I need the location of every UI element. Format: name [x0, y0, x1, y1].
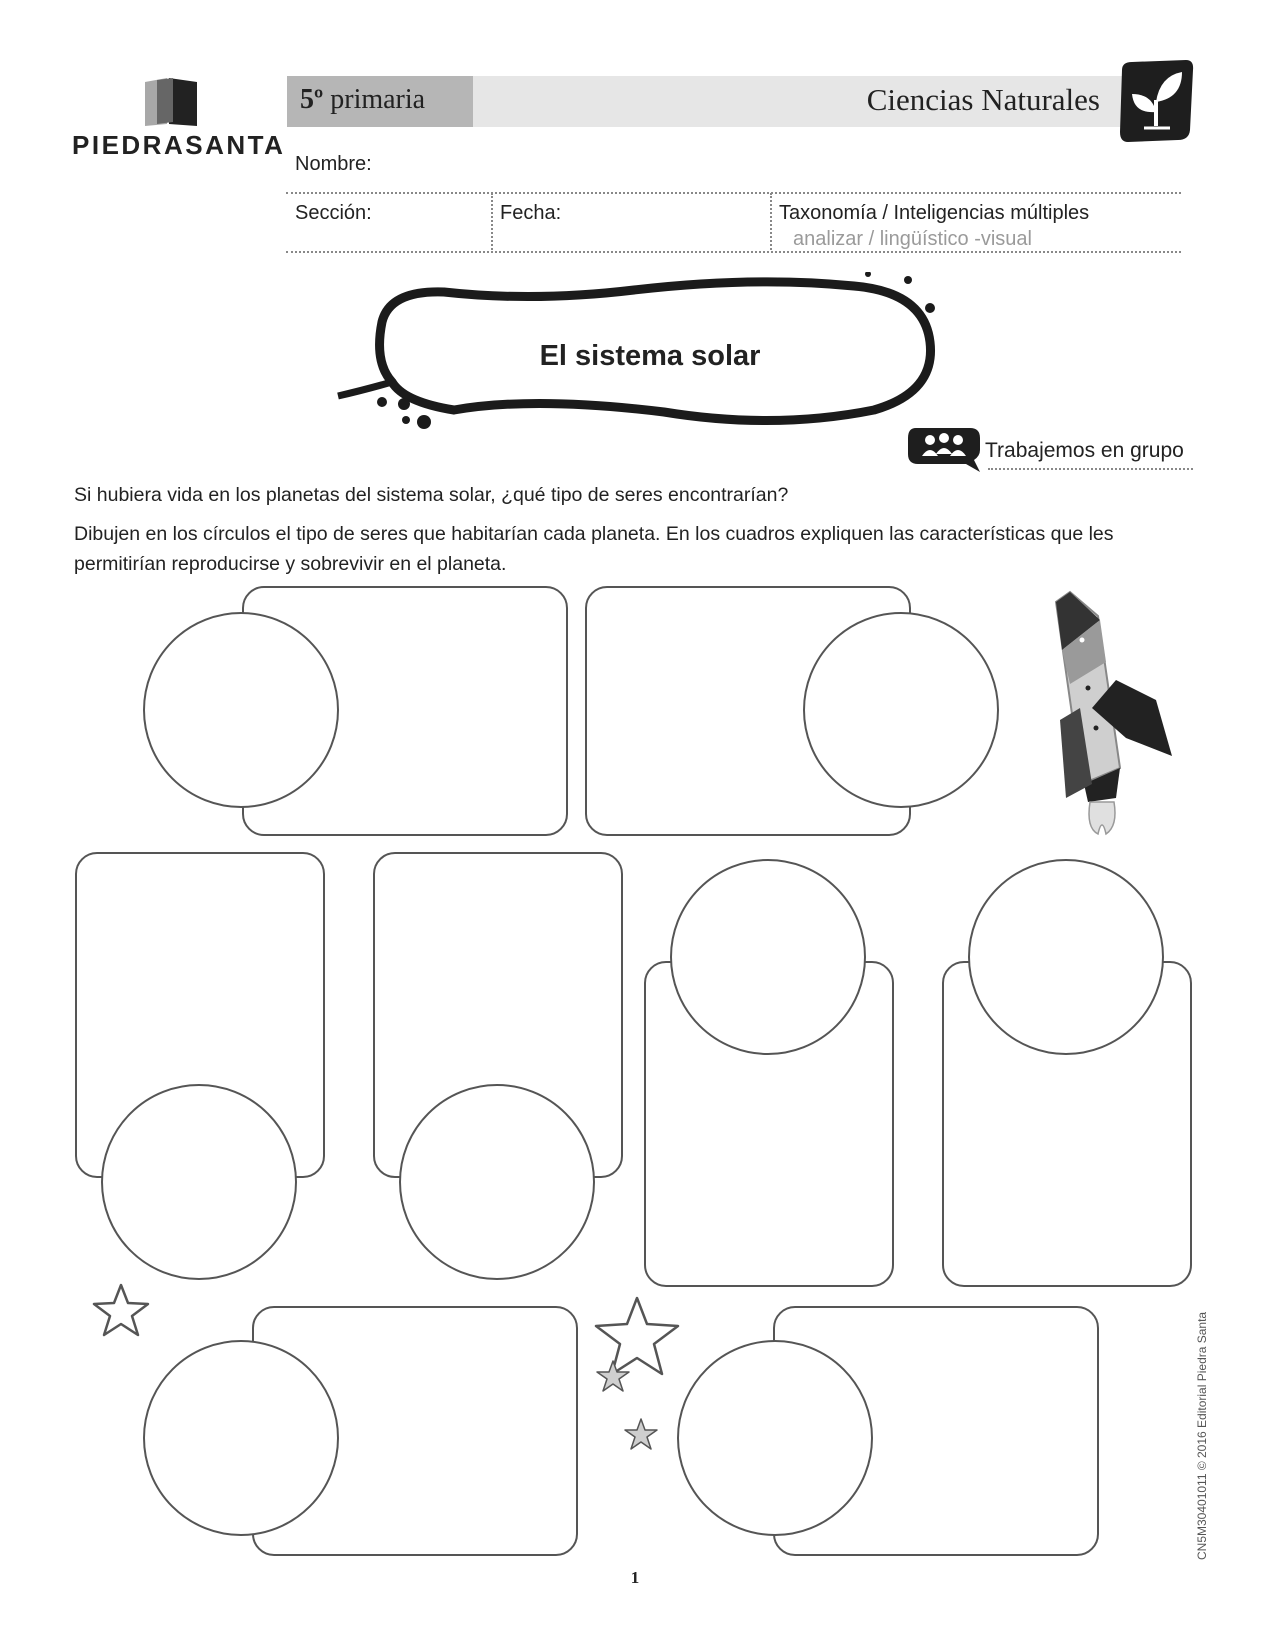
brand-logo-text: PIEDRASANTA	[72, 130, 286, 160]
grade-level: primaria	[330, 84, 426, 115]
instruction-task: Dibujen en los círculos el tipo de seres que habitarían cada planeta. En los cuadros expliquen las características que les permitirían reproducirse y sobrevivir en el planeta.	[74, 523, 1114, 575]
page-number: 1	[630, 1568, 640, 1587]
taxonomy-label: Taxonomía / Inteligencias múltiples	[779, 202, 1090, 224]
grade-number: 5º	[300, 84, 324, 115]
grade-label	[300, 84, 425, 116]
taxonomy-value: analizar / lingüístico -visual	[793, 228, 1032, 250]
activity-title: El sistema solar	[539, 340, 761, 372]
drawing-circle-3[interactable]	[101, 1084, 297, 1280]
name-field-label: Nombre:	[295, 153, 372, 175]
group-people-icon	[906, 424, 982, 472]
date-field-label: Fecha:	[500, 202, 562, 224]
drawing-circle-6[interactable]	[968, 859, 1164, 1055]
book-logo-icon	[143, 76, 199, 128]
drawing-circle-2[interactable]	[803, 612, 999, 808]
group-underline	[988, 468, 1193, 470]
star-icon	[596, 1360, 630, 1392]
star-icon	[624, 1418, 658, 1450]
section-field-label: Sección:	[295, 202, 372, 224]
drawing-circle-7[interactable]	[143, 1340, 339, 1536]
leaf-icon	[1116, 60, 1194, 142]
copyright-notice: CN5M30401011 © 2016 Editorial Piedra Santa	[1195, 1311, 1209, 1560]
drawing-circle-5[interactable]	[670, 859, 866, 1055]
group-work-label: Trabajemos en grupo	[985, 439, 1184, 462]
drawing-circle-4[interactable]	[399, 1084, 595, 1280]
instruction-question: Si hubiera vida en los planetas del sistema solar, ¿qué tipo de seres encontrarían?	[74, 484, 789, 506]
form-divider-bottom	[286, 251, 1181, 253]
star-icon	[92, 1283, 150, 1337]
form-divider-top	[286, 192, 1181, 194]
subject-title: Ciencias Naturales	[866, 82, 1100, 117]
drawing-circle-8[interactable]	[677, 1340, 873, 1536]
form-divider-v2	[770, 193, 772, 250]
drawing-circle-1[interactable]	[143, 612, 339, 808]
rocket-icon	[1026, 588, 1182, 838]
form-divider-v1	[491, 193, 493, 250]
